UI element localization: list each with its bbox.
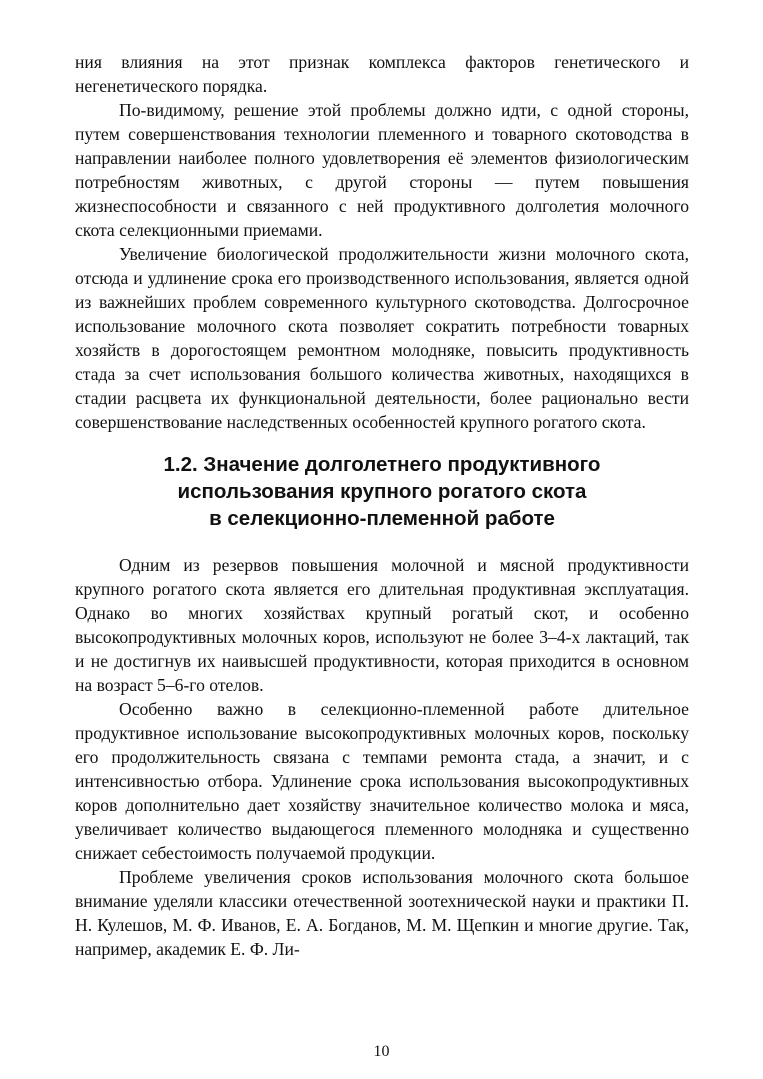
section-heading-line: 1.2. Значение долголетнего продуктивного (163, 453, 601, 476)
paragraph: Увеличение биологической продолжительности жизни молочного скота, отсюда и удлинение срока его производственного использования, является одной из важнейших проблем современного культурного скотоводства. Долгосрочное использование молочного скота позволяет сократить потребности товарных хозяйств в дорогостоящем ремонтном молодняке, повысить продуктивность стада за счет использования большого количества животных, находящихся в стадии расцвета их функциональной деятельности, более рационально вести совершенствование наследственных особенностей крупного рогатого скота. (75, 244, 689, 432)
section-heading-line: в селекционно-племенной работе (209, 507, 555, 530)
section-heading (75, 451, 689, 532)
page-number: 10 (373, 1043, 390, 1060)
section-heading-line: использования крупного рогатого скота (177, 480, 587, 503)
paragraph: Особенно важно в селекционно-племенной работе длительное продуктивное использование высокопродуктивных молочных коров, поскольку его продолжительность связана с темпами ремонта стада, а значит, и с интенсивностью отбора. Удлинение срока использования высокопродуктивных коров дополнительно дает хозяйству значительное количество молока и мяса, увеличивает количество выдающегося племенного молодняка и существенно снижает себестоимость получаемой продукции. (75, 699, 689, 863)
page-content (75, 50, 689, 961)
paragraph: Проблеме увеличения сроков использования молочного скота большое внимание уделяли классики отечественной зоотехнической науки и практики П. Н. Кулешов, М. Ф. Иванов, Е. А. Богданов, М. М. Щепкин и многие другие. Так, например, академик Е. Ф. Ли- (75, 867, 689, 959)
paragraph: Одним из резервов повышения молочной и мясной продуктивности крупного рогатого скота является его длительная продуктивная эксплуатация. Однако во многих хозяйствах крупный рогатый скот, и особенно высокопродуктивных молочных коров, используют не более 3–4-х лактаций, так и не достигнув их наивысшей продуктивности, которая приходится в основном на возраст 5–6-го отелов. (75, 555, 689, 695)
paragraph: По-видимому, решение этой проблемы должно идти, с одной стороны, путем совершенствования технологии племенного и товарного скотоводства в направлении наиболее полного удовлетворения её элементов физиологическим потребностям животных, с другой стороны — путем повышения жизнеспособности и связанного с ней продуктивного долголетия молочного скота селекционными приемами. (75, 100, 689, 240)
paragraph-continuation: ния влияния на этот признак комплекса факторов генетического и негенетического порядка. (75, 52, 689, 96)
